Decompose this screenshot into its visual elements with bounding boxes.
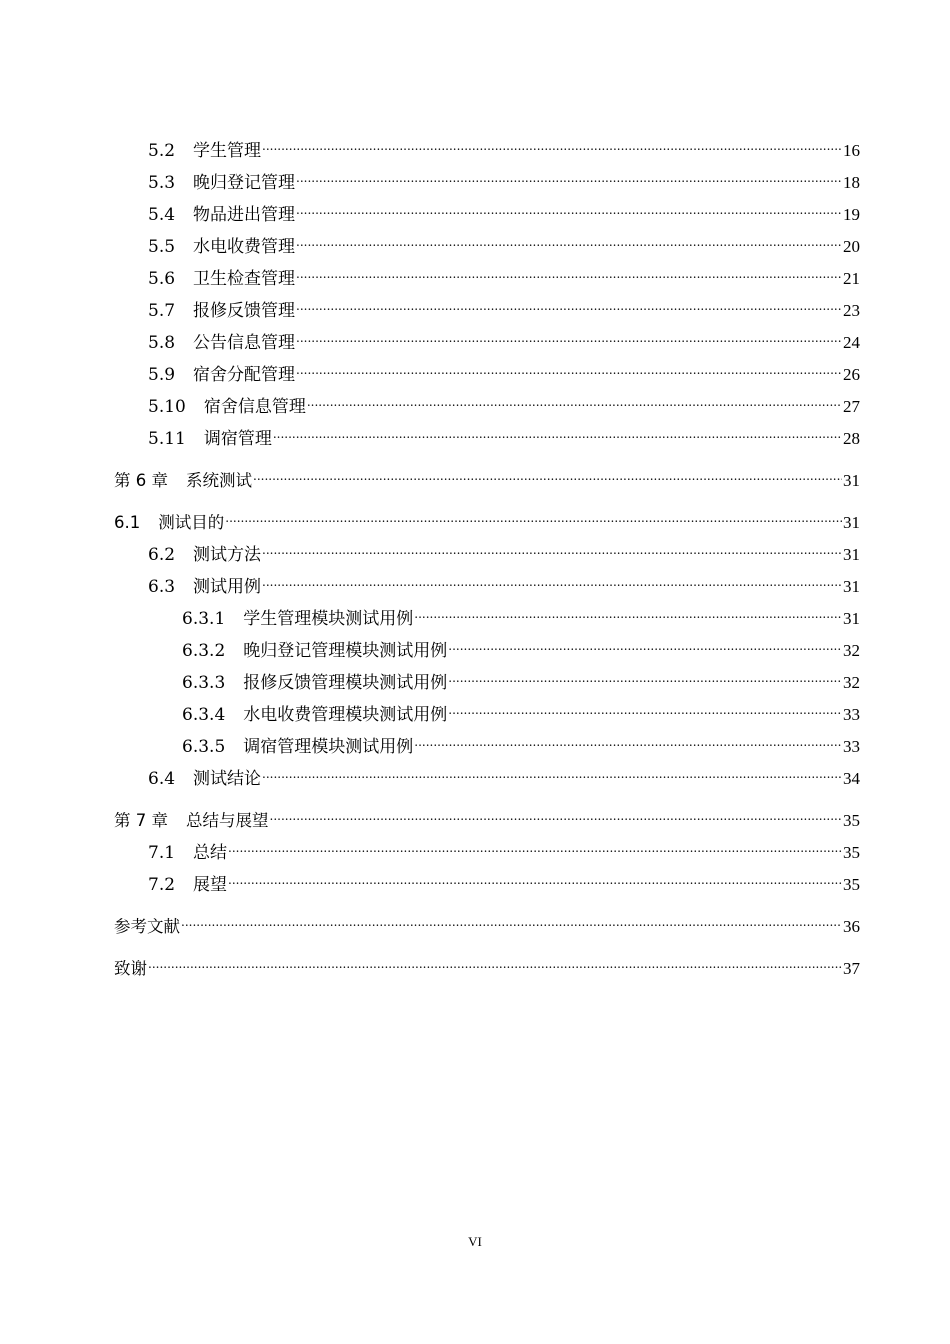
toc-entry-page: 26 bbox=[843, 365, 860, 384]
toc-entry-title: 报修反馈管理 bbox=[193, 301, 296, 321]
toc-entry-title: 宿舍信息管理 bbox=[203, 397, 306, 417]
toc-entry-page: 31 bbox=[843, 513, 860, 532]
toc-entry-page: 23 bbox=[843, 301, 860, 320]
toc-entry-page: 18 bbox=[843, 173, 860, 192]
toc-entry-title: 调宿管理 bbox=[203, 429, 272, 449]
toc-dot-leader bbox=[414, 720, 842, 752]
toc-dot-leader bbox=[181, 900, 842, 932]
toc-entry-number: 5.3 bbox=[148, 173, 176, 193]
toc-dot-leader bbox=[414, 592, 842, 624]
toc-dot-leader bbox=[296, 348, 842, 380]
toc-dot-leader bbox=[296, 220, 842, 252]
toc-dot-leader bbox=[262, 560, 842, 592]
toc-dot-leader bbox=[262, 752, 842, 784]
toc-entry-page: 32 bbox=[843, 673, 860, 692]
toc-entry-title: 总结与展望 bbox=[186, 811, 269, 830]
toc-entry-number: 6.3.3 bbox=[182, 673, 226, 693]
toc-entry-page: 37 bbox=[843, 959, 860, 978]
toc-entry[interactable] bbox=[114, 496, 860, 532]
toc-entry-title: 测试目的 bbox=[158, 513, 225, 532]
toc-dot-leader bbox=[253, 454, 842, 486]
toc-entry-title: 致谢 bbox=[114, 959, 147, 978]
toc-entry-title: 物品进出管理 bbox=[193, 205, 296, 225]
toc-dot-leader bbox=[262, 124, 842, 156]
toc-entry-title: 测试方法 bbox=[193, 545, 262, 565]
toc-entry-title: 系统测试 bbox=[186, 471, 252, 490]
toc-dot-leader bbox=[448, 624, 842, 656]
toc-entry-page: 24 bbox=[843, 333, 860, 352]
toc-entry-number: 7.1 bbox=[148, 843, 176, 863]
toc-entry-number: 5.2 bbox=[148, 141, 176, 161]
toc-entry-title: 学生管理模块测试用例 bbox=[243, 609, 414, 629]
toc-entry-title: 测试用例 bbox=[193, 577, 262, 597]
toc-entry-page: 28 bbox=[843, 429, 860, 448]
toc-entry-page: 36 bbox=[843, 917, 860, 936]
toc-entry[interactable] bbox=[114, 688, 860, 725]
toc-dot-leader bbox=[296, 316, 842, 348]
toc-entry-number: 5.7 bbox=[148, 301, 176, 321]
toc-entry-number: 第 7 章 bbox=[114, 811, 168, 830]
toc-entry-number: 第 6 章 bbox=[114, 471, 168, 490]
toc-entry[interactable] bbox=[114, 720, 860, 757]
toc-dot-leader bbox=[262, 528, 842, 560]
toc-dot-leader bbox=[307, 380, 842, 412]
toc-entry-number: 7.2 bbox=[148, 875, 176, 895]
toc-dot-leader bbox=[228, 826, 842, 858]
toc-dot-leader bbox=[296, 284, 842, 316]
toc-entry-number: 6.4 bbox=[148, 769, 176, 789]
toc-dot-leader bbox=[296, 188, 842, 220]
table-of-contents bbox=[114, 124, 860, 978]
toc-entry-number: 5.4 bbox=[148, 205, 176, 225]
toc-entry-title: 总结 bbox=[193, 843, 228, 863]
toc-entry[interactable] bbox=[114, 528, 860, 565]
toc-entry-number: 6.1 bbox=[114, 513, 141, 532]
toc-entry-number: 6.3.5 bbox=[182, 737, 226, 757]
toc-entry-title: 卫生检查管理 bbox=[193, 269, 296, 289]
toc-entry-page: 35 bbox=[843, 843, 860, 862]
toc-entry-page: 31 bbox=[843, 609, 860, 628]
toc-entry[interactable] bbox=[114, 942, 860, 978]
toc-entry-number: 5.9 bbox=[148, 365, 176, 385]
toc-entry[interactable] bbox=[114, 624, 860, 661]
toc-entry-number: 5.11 bbox=[148, 429, 186, 449]
toc-entry-page: 27 bbox=[843, 397, 860, 416]
toc-entry-title: 晚归登记管理模块测试用例 bbox=[243, 641, 448, 661]
toc-entry-title: 宿舍分配管理 bbox=[193, 365, 296, 385]
toc-dot-leader bbox=[273, 412, 842, 444]
toc-dot-leader bbox=[448, 688, 842, 720]
toc-entry-title: 晚归登记管理 bbox=[193, 173, 296, 193]
toc-entry-number: 5.8 bbox=[148, 333, 176, 353]
toc-entry-title: 展望 bbox=[193, 875, 228, 895]
toc-dot-leader bbox=[225, 496, 842, 528]
toc-entry-page: 32 bbox=[843, 641, 860, 660]
page-number: VI bbox=[468, 1234, 482, 1249]
toc-entry-number: 6.3.1 bbox=[182, 609, 226, 629]
toc-entry-title: 测试结论 bbox=[193, 769, 262, 789]
toc-entry-page: 21 bbox=[843, 269, 860, 288]
toc-entry-page: 31 bbox=[843, 471, 860, 490]
toc-entry-title: 学生管理 bbox=[193, 141, 262, 161]
toc-entry-number: 5.5 bbox=[148, 237, 176, 257]
toc-entry[interactable] bbox=[114, 656, 860, 693]
toc-dot-leader bbox=[448, 656, 842, 688]
toc-entry-number: 6.3.2 bbox=[182, 641, 226, 661]
toc-dot-leader bbox=[270, 794, 843, 826]
toc-entry[interactable] bbox=[114, 794, 860, 830]
toc-entry-title: 水电收费管理 bbox=[193, 237, 296, 257]
toc-entry[interactable] bbox=[114, 124, 860, 161]
toc-entry-page: 33 bbox=[843, 705, 860, 724]
toc-entry-number: 5.6 bbox=[148, 269, 176, 289]
toc-entry-number: 6.3 bbox=[148, 577, 176, 597]
toc-entry[interactable] bbox=[114, 752, 860, 789]
toc-entry[interactable] bbox=[114, 900, 860, 936]
toc-entry-title: 报修反馈管理模块测试用例 bbox=[243, 673, 448, 693]
toc-entry-title: 水电收费管理模块测试用例 bbox=[243, 705, 448, 725]
toc-entry-page: 34 bbox=[843, 769, 860, 788]
toc-dot-leader bbox=[296, 156, 842, 188]
toc-entry-page: 35 bbox=[843, 811, 860, 830]
toc-entry-page: 31 bbox=[843, 545, 860, 564]
toc-entry-page: 19 bbox=[843, 205, 860, 224]
toc-dot-leader bbox=[228, 858, 842, 890]
toc-dot-leader bbox=[296, 252, 842, 284]
toc-entry-title: 参考文献 bbox=[114, 917, 180, 936]
toc-entry-page: 33 bbox=[843, 737, 860, 756]
toc-entry[interactable] bbox=[114, 454, 860, 490]
toc-entry-title: 调宿管理模块测试用例 bbox=[243, 737, 414, 757]
toc-entry-page: 20 bbox=[843, 237, 860, 256]
toc-dot-leader bbox=[148, 942, 842, 974]
toc-entry-number: 5.10 bbox=[148, 397, 186, 417]
toc-entry-title: 公告信息管理 bbox=[193, 333, 296, 353]
toc-entry-number: 6.3.4 bbox=[182, 705, 226, 725]
toc-entry-page: 16 bbox=[843, 141, 860, 160]
toc-entry-page: 35 bbox=[843, 875, 860, 894]
toc-entry-page: 31 bbox=[843, 577, 860, 596]
toc-entry-number: 6.2 bbox=[148, 545, 176, 565]
